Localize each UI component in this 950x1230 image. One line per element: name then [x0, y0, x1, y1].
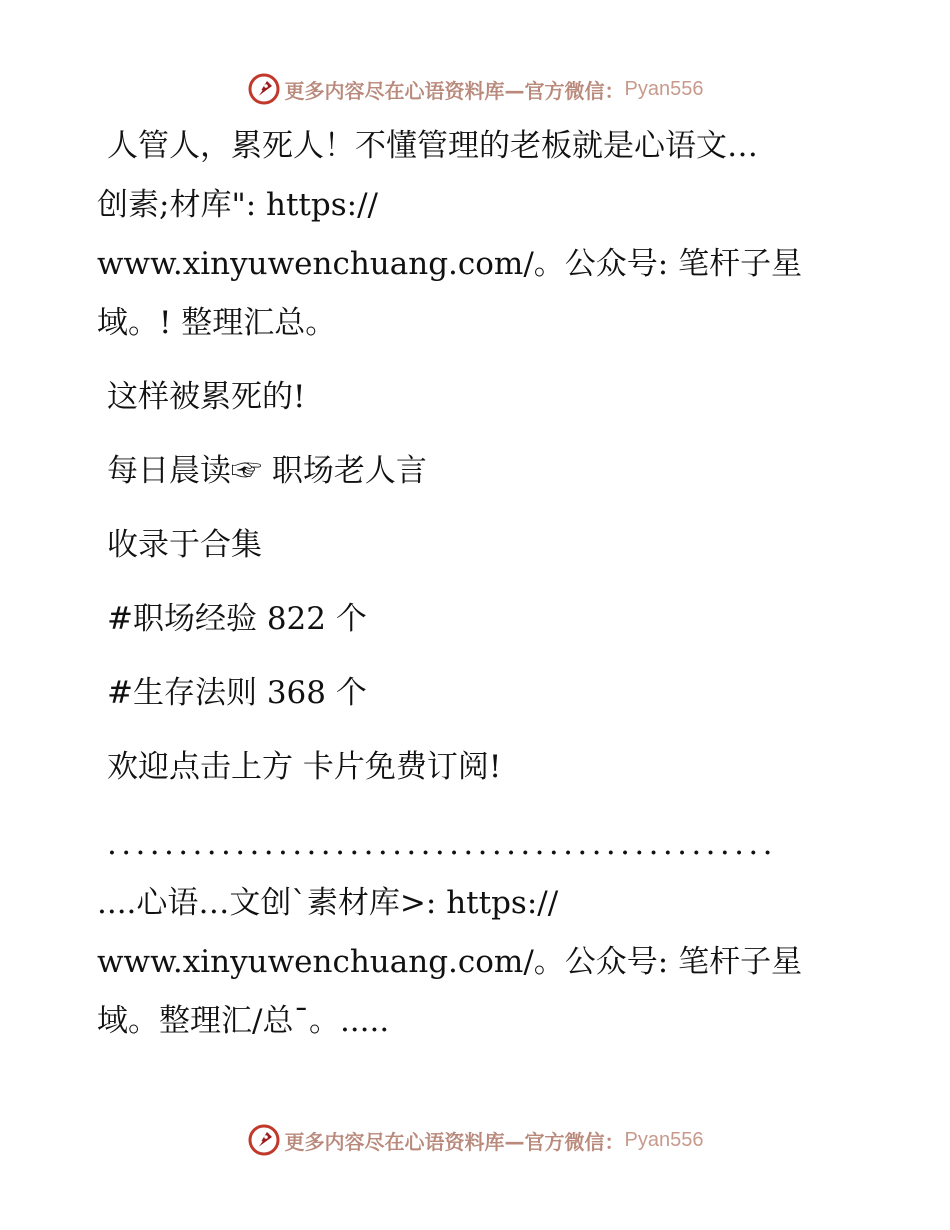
paragraph-line: 创素;材库": https://	[97, 187, 378, 223]
paragraph-line: ....心语…文创`素材库>: https://	[97, 885, 559, 921]
banner-wechat-id: Pyan556	[624, 1128, 704, 1151]
paragraph-line: www.xinyuwenchuang.com/。公众号: 笔杆子星	[97, 944, 803, 980]
banner-text: 更多内容尽在心语资料库—官方微信：	[284, 1129, 625, 1154]
banner-text: 更多内容尽在心语资料库—官方微信：	[284, 78, 625, 103]
footer-banner	[0, 1120, 950, 1160]
paragraph-line: www.xinyuwenchuang.com/。公众号: 笔杆子星	[97, 246, 803, 282]
pen-nib-logo-icon	[247, 72, 281, 106]
dotted-separator: ...............................................	[107, 826, 777, 862]
subscribe-text: 欢迎点击上方 卡片免费订阅!	[107, 749, 502, 785]
collection-label: 收录于合集	[107, 527, 262, 563]
paragraph-line: 域。! 整理汇总。	[97, 305, 337, 341]
text-line: 每日晨读☞ 职场老人言	[107, 453, 427, 489]
collection-tag[interactable]: #职场经验 822 个	[107, 601, 367, 637]
banner-wechat-id: Pyan556	[624, 77, 704, 100]
paragraph-line: 域。整理汇/总¯。.....	[97, 1003, 390, 1039]
pen-nib-logo-icon	[247, 1123, 281, 1157]
document-body	[97, 126, 857, 1041]
text-line: 这样被累死的!	[107, 379, 306, 415]
paragraph-line: 人管人，累死人！不懂管理的老板就是心语文…	[107, 128, 758, 164]
header-banner	[0, 69, 950, 109]
collection-tag[interactable]: #生存法则 368 个	[107, 675, 367, 711]
